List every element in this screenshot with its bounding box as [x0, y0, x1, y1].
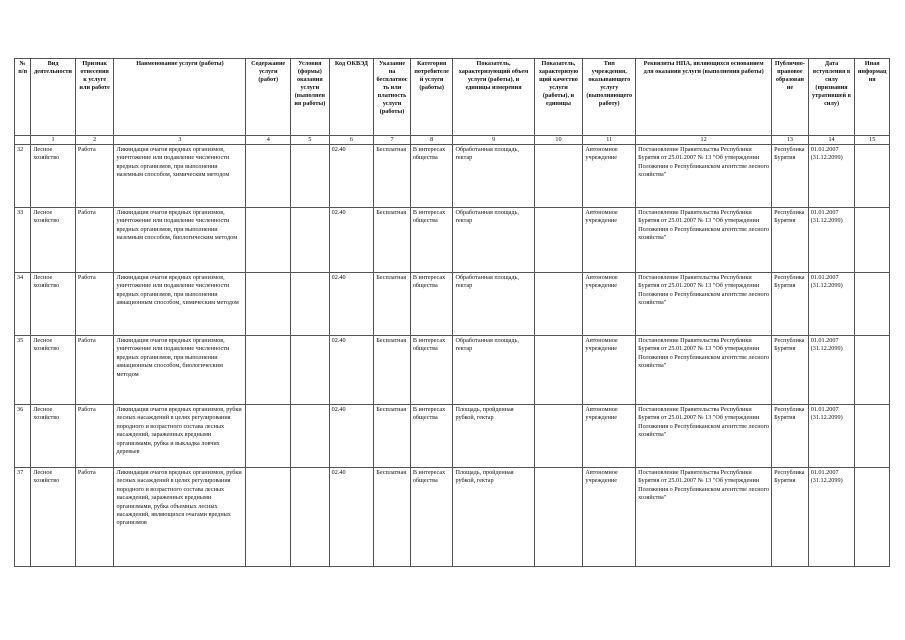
- table-row: [15, 145, 890, 208]
- cell-type: Работа: [75, 208, 114, 273]
- cell-volume: Обработанная площадь, гектар: [453, 336, 534, 405]
- cell-content: [246, 468, 291, 567]
- cell-payment: Бесплатная: [374, 336, 411, 405]
- cell-num: 32: [15, 145, 31, 208]
- cell-institution: Автономное учреждение: [583, 208, 636, 273]
- cell-okved: 02.40: [329, 468, 374, 567]
- column-header: Тип учреждения, оказывающего услугу (выполняющего работу): [583, 59, 636, 136]
- cell-activity: Лесное хозяйство: [31, 336, 76, 405]
- cell-date: 01.01.2007 (31.12.2099): [808, 208, 855, 273]
- cell-npa: Постановление Правительства Республики Бурятия от 25.01.2007 № 13 "Об утверждении Положения о Республиканском агентстве лесного хозяйства": [636, 208, 772, 273]
- column-number-cell: 9: [453, 136, 534, 145]
- cell-okved: 02.40: [329, 208, 374, 273]
- cell-institution: Автономное учреждение: [583, 405, 636, 468]
- table-row: [15, 336, 890, 405]
- column-header: Наименование услуги (работы): [114, 59, 246, 136]
- column-number-row: [15, 136, 890, 145]
- cell-conditions: [291, 273, 330, 336]
- cell-quality: [534, 273, 583, 336]
- column-header: Код ОКВЭД: [329, 59, 374, 136]
- cell-payment: Бесплатная: [374, 145, 411, 208]
- cell-date: 01.01.2007 (31.12.2099): [808, 273, 855, 336]
- cell-npa: Постановление Правительства Республики Бурятия от 25.01.2007 № 13 "Об утверждении Положения о Республиканском агентстве лесного хозяйства": [636, 405, 772, 468]
- cell-content: [246, 208, 291, 273]
- cell-npa: Постановление Правительства Республики Бурятия от 25.01.2007 № 13 "Об утверждении Положения о Республиканском агентстве лесного хозяйства": [636, 468, 772, 567]
- cell-consumers: В интересах общества: [410, 145, 453, 208]
- cell-public-entity: Республика Бурятия: [772, 405, 809, 468]
- cell-conditions: [291, 405, 330, 468]
- column-number-cell: 1: [31, 136, 76, 145]
- cell-institution: Автономное учреждение: [583, 145, 636, 208]
- column-number-cell: 7: [374, 136, 411, 145]
- cell-other: [855, 405, 890, 468]
- cell-volume: Обработанная площадь, гектар: [453, 208, 534, 273]
- cell-date: 01.01.2007 (31.12.2099): [808, 468, 855, 567]
- cell-public-entity: Республика Бурятия: [772, 273, 809, 336]
- cell-payment: Бесплатная: [374, 468, 411, 567]
- table-body: [15, 145, 890, 567]
- cell-name: Ликвидация очагов вредных организмов, уничтожение или подавление численности вредных организмов, при выполнении авиационным способом, биологическим методом: [114, 336, 246, 405]
- cell-volume: Обработанная площадь, гектар: [453, 145, 534, 208]
- column-number-cell: 12: [636, 136, 772, 145]
- cell-content: [246, 273, 291, 336]
- cell-volume: Площадь, пройденная рубкой, гектар: [453, 468, 534, 567]
- cell-quality: [534, 145, 583, 208]
- cell-other: [855, 145, 890, 208]
- cell-num: 35: [15, 336, 31, 405]
- column-number-cell: 13: [772, 136, 809, 145]
- cell-date: 01.01.2007 (31.12.2099): [808, 145, 855, 208]
- column-header: Иная информация: [855, 59, 890, 136]
- column-header: Условия (формы) оказания услуги (выполнения работы): [291, 59, 330, 136]
- cell-npa: Постановление Правительства Республики Бурятия от 25.01.2007 № 13 "Об утверждении Положения о Республиканском агентстве лесного хозяйства": [636, 145, 772, 208]
- cell-date: 01.01.2007 (31.12.2099): [808, 405, 855, 468]
- cell-institution: Автономное учреждение: [583, 273, 636, 336]
- column-header: Реквизиты НПА, являющихся основанием для оказания услуги (выполнения работы): [636, 59, 772, 136]
- column-number-cell: 11: [583, 136, 636, 145]
- cell-public-entity: Республика Бурятия: [772, 145, 809, 208]
- cell-institution: Автономное учреждение: [583, 468, 636, 567]
- cell-conditions: [291, 145, 330, 208]
- cell-name: Ликвидация очагов вредных организмов, уничтожение или подавление численности вредных организмов, при выполнении авиационным способом, химическим методом: [114, 273, 246, 336]
- column-number-cell: 14: [808, 136, 855, 145]
- cell-okved: 02.40: [329, 405, 374, 468]
- cell-payment: Бесплатная: [374, 208, 411, 273]
- cell-type: Работа: [75, 273, 114, 336]
- cell-conditions: [291, 208, 330, 273]
- cell-num: 34: [15, 273, 31, 336]
- column-number-cell: 5: [291, 136, 330, 145]
- cell-activity: Лесное хозяйство: [31, 273, 76, 336]
- cell-name: Ликвидация очагов вредных организмов, рубки лесных насаждений в целях регулирования породного и возрастного состава лесных насаждений, зараженных вредными организмами, рубка и выкладка ловчих деревьев: [114, 405, 246, 468]
- cell-num: 33: [15, 208, 31, 273]
- cell-type: Работа: [75, 405, 114, 468]
- cell-activity: Лесное хозяйство: [31, 208, 76, 273]
- cell-content: [246, 405, 291, 468]
- cell-num: 37: [15, 468, 31, 567]
- column-header: Показатель, характеризующий объем услуги (работы), и единицы измерения: [453, 59, 534, 136]
- cell-content: [246, 145, 291, 208]
- cell-quality: [534, 336, 583, 405]
- cell-quality: [534, 208, 583, 273]
- cell-consumers: В интересах общества: [410, 405, 453, 468]
- cell-activity: Лесное хозяйство: [31, 468, 76, 567]
- table-row: [15, 468, 890, 567]
- cell-okved: 02.40: [329, 145, 374, 208]
- cell-activity: Лесное хозяйство: [31, 405, 76, 468]
- cell-consumers: В интересах общества: [410, 336, 453, 405]
- services-table: [14, 58, 890, 567]
- column-header: Содержание услуги (работ): [246, 59, 291, 136]
- column-number-cell: 15: [855, 136, 890, 145]
- column-number-cell: 10: [534, 136, 583, 145]
- cell-consumers: В интересах общества: [410, 273, 453, 336]
- cell-other: [855, 208, 890, 273]
- table-row: [15, 208, 890, 273]
- column-header: Категория потребителей услуги (работы): [410, 59, 453, 136]
- column-number-cell: 4: [246, 136, 291, 145]
- column-header: Показатель, характеризующий качество услуги (работы), и единицы: [534, 59, 583, 136]
- column-header: Указание на бесплатность или платность услуги (работы): [374, 59, 411, 136]
- cell-public-entity: Республика Бурятия: [772, 336, 809, 405]
- cell-other: [855, 273, 890, 336]
- column-header: Публично-правовое образование: [772, 59, 809, 136]
- column-number-cell: 2: [75, 136, 114, 145]
- cell-conditions: [291, 468, 330, 567]
- services-register-page: [14, 58, 890, 567]
- cell-okved: 02.40: [329, 336, 374, 405]
- cell-npa: Постановление Правительства Республики Бурятия от 25.01.2007 № 13 "Об утверждении Положения о Республиканском агентстве лесного хозяйства": [636, 336, 772, 405]
- column-number-cell: 3: [114, 136, 246, 145]
- cell-volume: Обработанная площадь, гектар: [453, 273, 534, 336]
- cell-okved: 02.40: [329, 273, 374, 336]
- cell-payment: Бесплатная: [374, 273, 411, 336]
- column-number-cell: 8: [410, 136, 453, 145]
- cell-name: Ликвидация очагов вредных организмов, уничтожение или подавление численности вредных организмов, при выполнении наземным способом, химическим методом: [114, 145, 246, 208]
- cell-institution: Автономное учреждение: [583, 336, 636, 405]
- column-header: Дата вступления в силу (признания утратившей в силу): [808, 59, 855, 136]
- cell-quality: [534, 405, 583, 468]
- cell-public-entity: Республика Бурятия: [772, 468, 809, 567]
- cell-name: Ликвидация очагов вредных организмов, уничтожение или подавление численности вредных организмов, при выполнении наземным способом, биологическим методом: [114, 208, 246, 273]
- cell-quality: [534, 468, 583, 567]
- cell-consumers: В интересах общества: [410, 468, 453, 567]
- cell-npa: Постановление Правительства Республики Бурятия от 25.01.2007 № 13 "Об утверждении Положения о Республиканском агентстве лесного хозяйства": [636, 273, 772, 336]
- table-header-row: [15, 59, 890, 136]
- cell-type: Работа: [75, 336, 114, 405]
- cell-other: [855, 468, 890, 567]
- column-header: Вид деятельности: [31, 59, 76, 136]
- cell-content: [246, 336, 291, 405]
- table-row: [15, 405, 890, 468]
- cell-public-entity: Республика Бурятия: [772, 208, 809, 273]
- cell-num: 36: [15, 405, 31, 468]
- cell-name: Ликвидация очагов вредных организмов, рубки лесных насаждений в целях регулирования породного и возрастного состава лесных насаждений, зараженных вредными организмами, рубка объемных лесных насаждений, являющихся очагами вредных организмов: [114, 468, 246, 567]
- column-number-cell: 6: [329, 136, 374, 145]
- cell-type: Работа: [75, 468, 114, 567]
- column-header: Признак отнесения к услуге или работе: [75, 59, 114, 136]
- column-number-cell: [15, 136, 31, 145]
- cell-volume: Площадь, пройденная рубкой, гектар: [453, 405, 534, 468]
- cell-other: [855, 336, 890, 405]
- cell-conditions: [291, 336, 330, 405]
- table-row: [15, 273, 890, 336]
- column-header: № п/п: [15, 59, 31, 136]
- cell-activity: Лесное хозяйство: [31, 145, 76, 208]
- cell-type: Работа: [75, 145, 114, 208]
- cell-date: 01.01.2007 (31.12.2099): [808, 336, 855, 405]
- cell-payment: Бесплатная: [374, 405, 411, 468]
- cell-consumers: В интересах общества: [410, 208, 453, 273]
